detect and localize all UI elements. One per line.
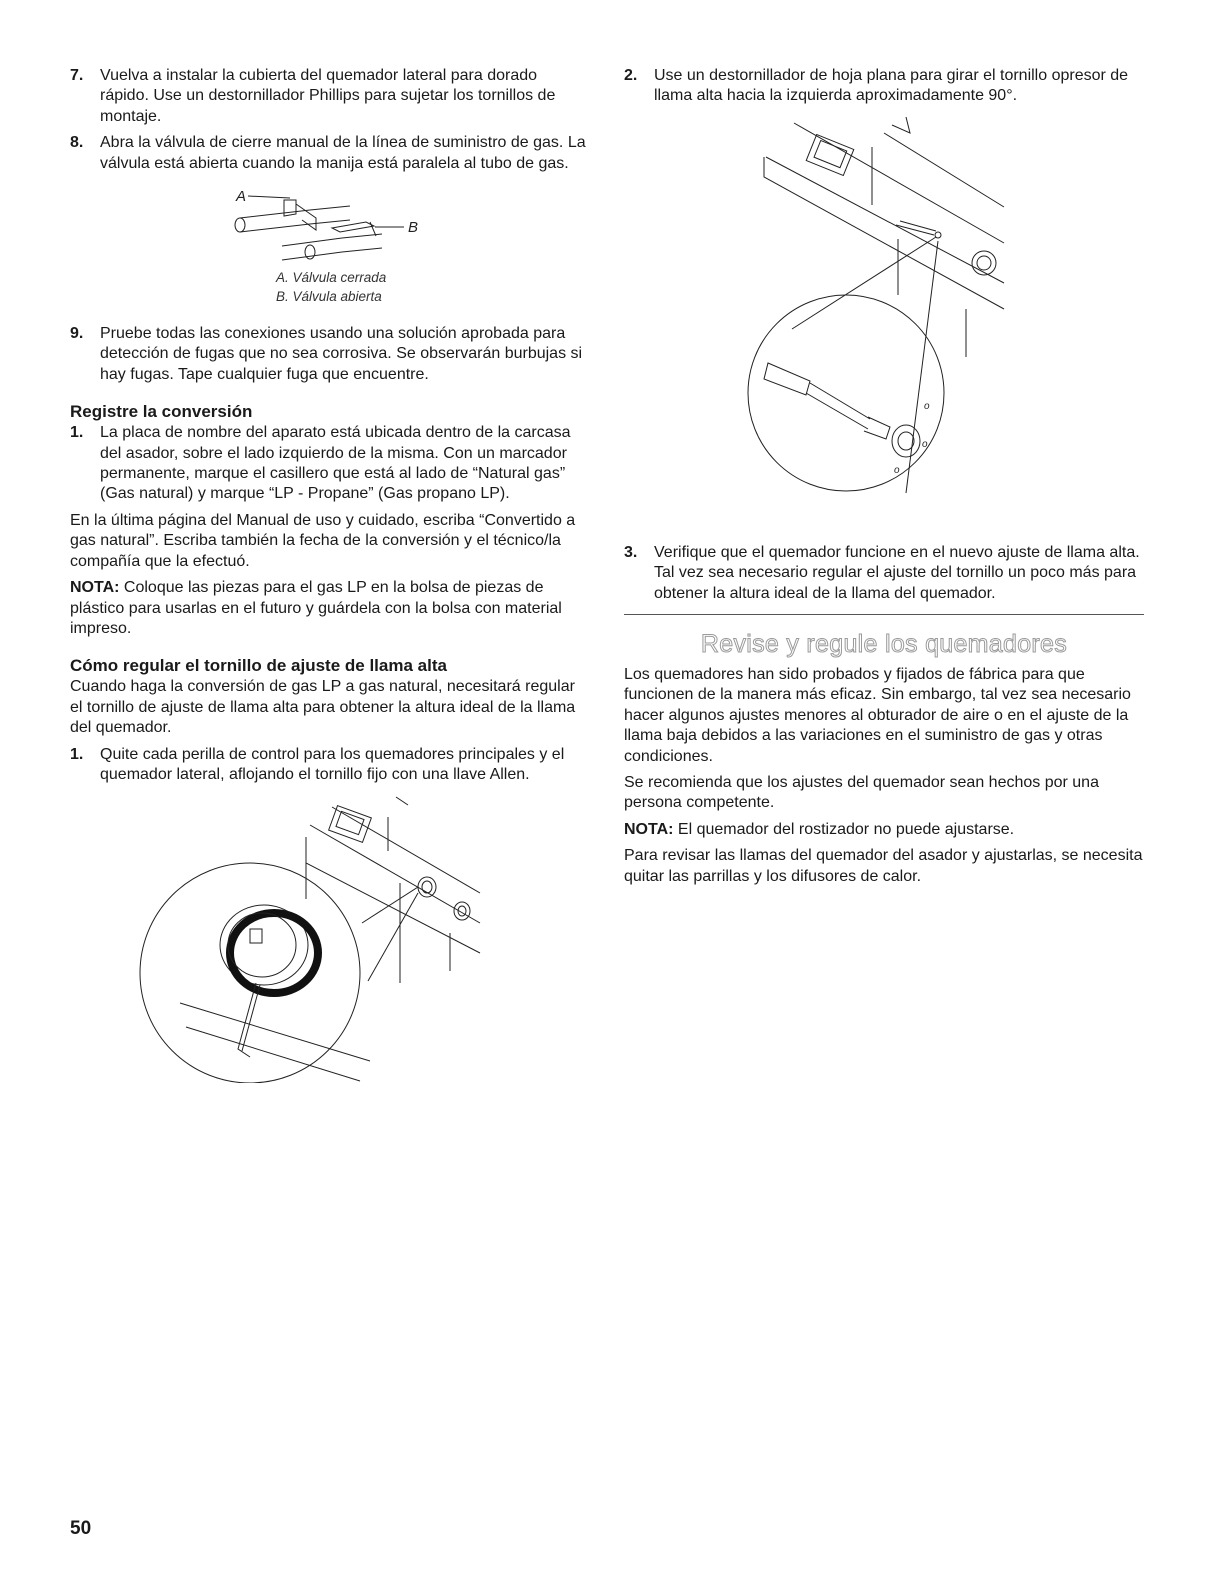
step-number: 8. [70,134,84,152]
valve-label-b: B [408,219,419,237]
section-divider [624,614,1144,615]
step-2 [624,66,1144,107]
step-text: Pruebe todas las conexiones usando una solución aprobada para detección de fugas que no sea corrosiva. Se observarán burbujas si hay fugas. Tape cualquier fuga que encuentre. [100,325,583,383]
note-text: Coloque las piezas para el gas LP en la bolsa de piezas de plástico para usarlas en el futuro y guárdela con la bolsa con material impreso. [70,579,562,637]
regulate-paragraph: Cuando haga la conversión de gas LP a gas natural, necesitará regular el tornillo de ajuste de llama alta para obtener la altura ideal de la llama del quemador. [70,678,576,737]
step-number: 3. [624,543,638,561]
step-number: 2. [624,67,638,84]
step-text: Vuelva a instalar la cubierta del quemador lateral para dorado rápido. Use un destornillador Phillips para sujetar los tornillos de montaje. [100,67,556,125]
note-label: NOTA: [624,820,674,838]
step-3 [624,543,1144,604]
step-8 [70,133,586,174]
step-text: Use un destornillador de hoja plana para girar el tornillo opresor de llama alta hacia la izquierda aproximadamente 90°. [654,67,1129,105]
right-column [624,66,1144,887]
valve-illustration [70,180,586,268]
step-7 [70,66,586,127]
burners-note [624,820,1144,840]
valve-caption-b: B. Válvula abierta [276,289,382,305]
left-column [70,66,586,1083]
burners-paragraph-2: Se recomienda que los ajustes del quemador sean hechos por una persona competente. [624,774,1099,812]
note-text: El quemador del rostizador no puede ajustarse. [673,820,1015,838]
valve-label-a: A [236,188,247,206]
step-text: La placa de nombre del aparato está ubicada dentro de la carcasa del asador, sobre el lado izquierdo de la misma. Con un marcador permanente, marque el casillero que está al lado de “Natural gas” (Gas natural) y marque “LP - Propane” (Gas propano LP). [100,424,571,503]
heading-regulate-screw: Cómo regular el tornillo de ajuste de llama alta [70,656,447,676]
valve-caption-a: A. Válvula cerrada [276,270,387,286]
step-number: 9. [70,325,84,343]
burners-paragraph-3: Para revisar las llamas del quemador del asador y ajustarlas, se necesita quitar las parrillas y los difusores de calor. [624,847,1143,885]
svg-text:o: o [924,400,930,412]
svg-text:o: o [894,464,900,476]
step-number: 1. [70,745,84,763]
knob-removal-illustration [70,793,586,1083]
screwdriver-illustration [624,113,1144,543]
step-number: 1. [70,424,84,442]
step-text: Abra la válvula de cierre manual de la línea de suministro de gas. La válvula está abierta cuando la manija está paralela al tubo de gas. [100,134,586,172]
svg-text:o: o [922,438,928,450]
note-label: NOTA: [70,579,120,597]
manual-paragraph: En la última página del Manual de uso y cuidado, escriba “Convertido a gas natural”. Escriba también la fecha de la conversión y el técnico/la compañía que la efectuó. [70,511,576,570]
heading-register-conversion: Registre la conversión [70,402,253,422]
note-paragraph [70,578,586,639]
step-9 [70,324,586,385]
step-text: Quite cada perilla de control para los quemadores principales y el quemador lateral, aflojando el tornillo fijo con una llave Allen. [100,745,565,783]
step-text: Verifique que el quemador funcione en el nuevo ajuste de llama alta. Tal vez sea necesario regular el ajuste del tornillo un poco más para obtener la altura ideal de la llama del quemador. [654,543,1140,602]
section-title: Revise y regule los quemadores [700,630,1068,659]
register-step-1 [70,423,586,505]
regulate-step-1 [70,745,586,786]
burners-paragraph-1: Los quemadores han sido probados y fijados de fábrica para que funcionen de la manera más eficaz. Sin embargo, tal vez sea necesario hacer algunos ajustes menores al obturador de aire o en el ajuste de la llama baja debidos a las variaciones en el suministro de gas y otras condiciones. [624,666,1131,765]
page-number: 50 [70,1518,92,1539]
step-number: 7. [70,67,84,84]
